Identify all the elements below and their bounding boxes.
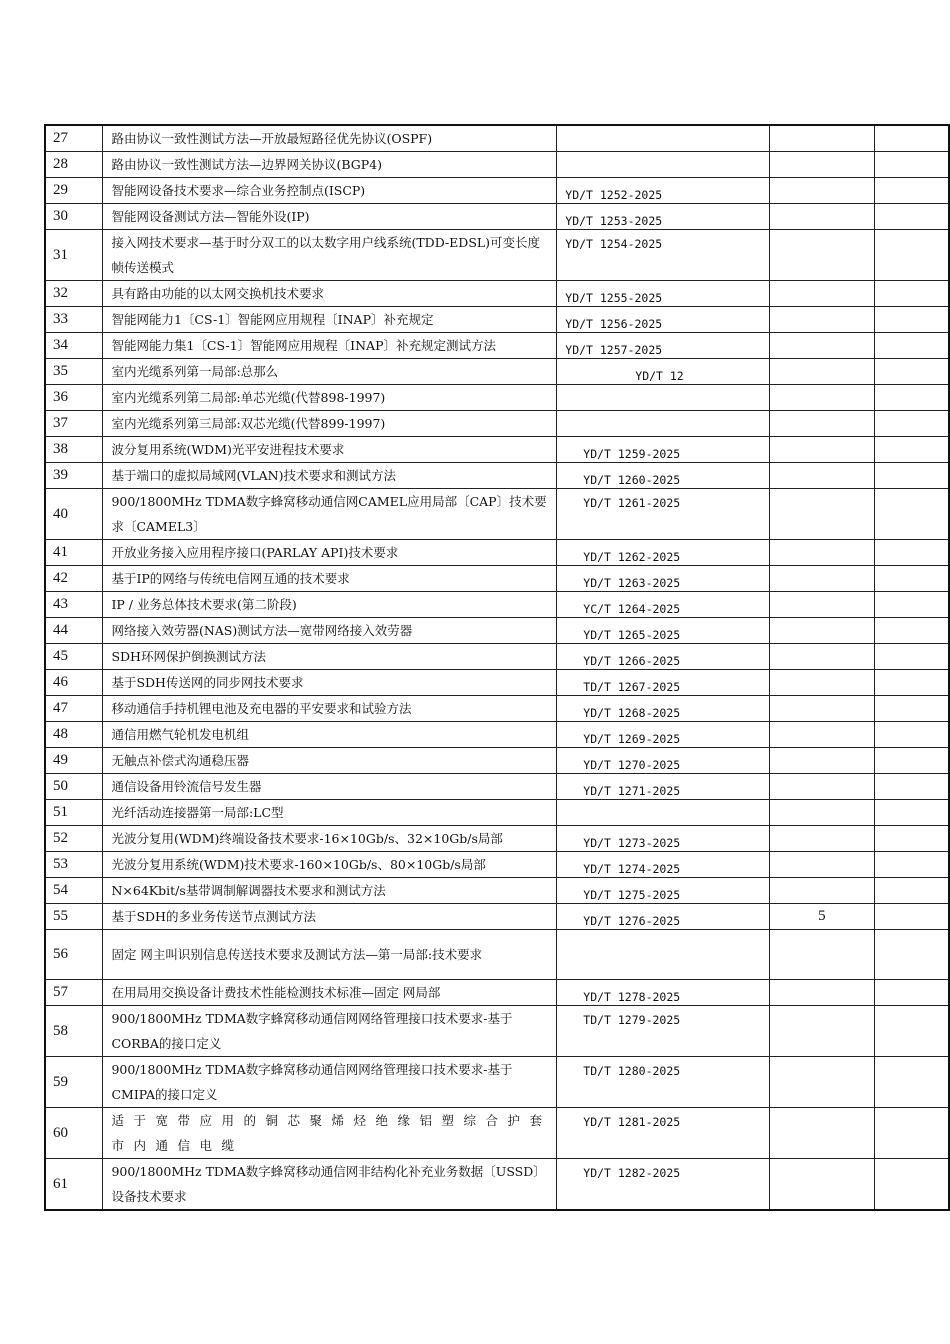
standard-name: SDH环网保护倒换测试方法 [103, 644, 557, 670]
table-row [45, 592, 949, 618]
extra-cell [769, 852, 874, 878]
table-row [45, 230, 949, 281]
standard-name: 室内光缆系列第三局部:双芯光缆(代替899-1997) [103, 411, 557, 437]
row-number: 60 [45, 1108, 103, 1159]
empty-cell [875, 230, 949, 281]
extra-cell [769, 307, 874, 333]
standard-name: 具有路由功能的以太网交换机技术要求 [103, 281, 557, 307]
empty-cell [875, 592, 949, 618]
extra-cell [769, 385, 874, 411]
empty-cell [875, 670, 949, 696]
empty-cell [875, 618, 949, 644]
extra-cell [769, 125, 874, 152]
row-number: 49 [45, 748, 103, 774]
empty-cell [875, 152, 949, 178]
empty-cell [875, 826, 949, 852]
row-number: 52 [45, 826, 103, 852]
row-number: 27 [45, 125, 103, 152]
standard-code: YD/T 1281-2025 [557, 1108, 769, 1159]
standard-name: 固定 网主叫识别信息传送技术要求及测试方法—第一局部:技术要求 [103, 930, 557, 980]
table-row [45, 618, 949, 644]
standard-code: YD/T 1255-2025 [557, 281, 769, 307]
table-row [45, 904, 949, 930]
standard-name: 波分复用系统(WDM)光平安进程技术要求 [103, 437, 557, 463]
extra-cell [769, 618, 874, 644]
table-row [45, 930, 949, 980]
standard-code: TD/T 1280-2025 [557, 1057, 769, 1108]
extra-cell [769, 878, 874, 904]
standard-name: 通信设备用铃流信号发生器 [103, 774, 557, 800]
standard-code: YD/T 1262-2025 [557, 540, 769, 566]
row-number: 59 [45, 1057, 103, 1108]
row-number: 47 [45, 696, 103, 722]
standard-code: YD/T 1260-2025 [557, 463, 769, 489]
extra-cell [769, 359, 874, 385]
empty-cell [875, 852, 949, 878]
empty-cell [875, 878, 949, 904]
standard-name: 无触点补偿式沟通稳压器 [103, 748, 557, 774]
table-row [45, 152, 949, 178]
standard-name: 光波分复用系统(WDM)技术要求-160×10Gb/s、80×10Gb/s局部 [103, 852, 557, 878]
empty-cell [875, 1108, 949, 1159]
row-number: 50 [45, 774, 103, 800]
table-row [45, 540, 949, 566]
standard-name: 智能网能力集1〔CS-1〕智能网应用规程〔INAP〕补充规定测试方法 [103, 333, 557, 359]
empty-cell [875, 904, 949, 930]
standard-code [557, 125, 769, 152]
extra-cell [769, 204, 874, 230]
standard-code [557, 411, 769, 437]
standard-code: YD/T 1273-2025 [557, 826, 769, 852]
standard-name: IP / 业务总体技术要求(第二阶段) [103, 592, 557, 618]
table-row [45, 1057, 949, 1108]
empty-cell [875, 980, 949, 1006]
table-row [45, 696, 949, 722]
empty-cell [875, 437, 949, 463]
extra-cell: 5 [769, 904, 874, 930]
table-row [45, 748, 949, 774]
extra-cell [769, 980, 874, 1006]
standard-code: TD/T 1267-2025 [557, 670, 769, 696]
extra-cell [769, 826, 874, 852]
extra-cell [769, 540, 874, 566]
table-row [45, 463, 949, 489]
table-row [45, 385, 949, 411]
empty-cell [875, 307, 949, 333]
standard-name: 路由协议一致性测试方法—开放最短路径优先协议(OSPF) [103, 125, 557, 152]
empty-cell [875, 1159, 949, 1211]
extra-cell [769, 592, 874, 618]
row-number: 31 [45, 230, 103, 281]
standard-name: 室内光缆系列第一局部:总那么 [103, 359, 557, 385]
standard-name: 基于SDH传送网的同步网技术要求 [103, 670, 557, 696]
empty-cell [875, 644, 949, 670]
standards-table-body [45, 125, 949, 1210]
empty-cell [875, 748, 949, 774]
empty-cell [875, 489, 949, 540]
extra-cell [769, 696, 874, 722]
standard-code: YD/T 1254-2025 [557, 230, 769, 281]
row-number: 44 [45, 618, 103, 644]
standard-name: 900/1800MHz TDMA数字蜂窝移动通信网网络管理接口技术要求-基于CORBA的接口定义 [103, 1006, 557, 1057]
row-number: 35 [45, 359, 103, 385]
row-number: 42 [45, 566, 103, 592]
table-row [45, 670, 949, 696]
standard-code [557, 385, 769, 411]
row-number: 56 [45, 930, 103, 980]
extra-cell [769, 411, 874, 437]
row-number: 36 [45, 385, 103, 411]
standard-name: 900/1800MHz TDMA数字蜂窝移动通信网网络管理接口技术要求-基于CMIPA的接口定义 [103, 1057, 557, 1108]
empty-cell [875, 178, 949, 204]
empty-cell [875, 540, 949, 566]
row-number: 33 [45, 307, 103, 333]
extra-cell [769, 722, 874, 748]
extra-cell [769, 1159, 874, 1211]
standards-table [44, 124, 950, 1211]
standard-code: YD/T 1269-2025 [557, 722, 769, 748]
table-row [45, 800, 949, 826]
row-number: 38 [45, 437, 103, 463]
row-number: 45 [45, 644, 103, 670]
table-row [45, 359, 949, 385]
table-row [45, 1006, 949, 1057]
table-row [45, 852, 949, 878]
standard-name: N×64Kbit/s基带调制解调器技术要求和测试方法 [103, 878, 557, 904]
table-row [45, 878, 949, 904]
row-number: 54 [45, 878, 103, 904]
extra-cell [769, 670, 874, 696]
row-number: 57 [45, 980, 103, 1006]
extra-cell [769, 1108, 874, 1159]
table-row [45, 204, 949, 230]
extra-cell [769, 152, 874, 178]
standard-name: 接入网技术要求—基于时分双工的以太数字用户线系统(TDD-EDSL)可变长度帧传送模式 [103, 230, 557, 281]
standard-code: YC/T 1264-2025 [557, 592, 769, 618]
row-number: 40 [45, 489, 103, 540]
row-number: 29 [45, 178, 103, 204]
table-row [45, 125, 949, 152]
row-number: 55 [45, 904, 103, 930]
extra-cell [769, 774, 874, 800]
table-row [45, 437, 949, 463]
extra-cell [769, 489, 874, 540]
standard-name: 智能网能力1〔CS-1〕智能网应用规程〔INAP〕补充规定 [103, 307, 557, 333]
standard-code: YD/T 12 [557, 359, 769, 385]
empty-cell [875, 281, 949, 307]
table-row [45, 489, 949, 540]
extra-cell [769, 178, 874, 204]
standard-name: 光波分复用(WDM)终端设备技术要求-16×10Gb/s、32×10Gb/s局部 [103, 826, 557, 852]
table-row [45, 644, 949, 670]
table-row [45, 566, 949, 592]
table-row [45, 774, 949, 800]
empty-cell [875, 1057, 949, 1108]
empty-cell [875, 800, 949, 826]
table-row [45, 411, 949, 437]
standard-name: 基于IP的网络与传统电信网互通的技术要求 [103, 566, 557, 592]
standard-code [557, 152, 769, 178]
empty-cell [875, 125, 949, 152]
extra-cell [769, 437, 874, 463]
extra-cell [769, 1006, 874, 1057]
row-number: 28 [45, 152, 103, 178]
row-number: 37 [45, 411, 103, 437]
standard-code: YD/T 1275-2025 [557, 878, 769, 904]
standard-name: 室内光缆系列第二局部:单芯光缆(代替898-1997) [103, 385, 557, 411]
table-row [45, 980, 949, 1006]
extra-cell [769, 463, 874, 489]
table-row [45, 722, 949, 748]
standard-code: YD/T 1266-2025 [557, 644, 769, 670]
standard-name: 移动通信手持机锂电池及充电器的平安要求和试验方法 [103, 696, 557, 722]
row-number: 51 [45, 800, 103, 826]
table-row [45, 826, 949, 852]
standard-name: 900/1800MHz TDMA数字蜂窝移动通信网非结构化补充业务数据〔USSD〕设备技术要求 [103, 1159, 557, 1211]
row-number: 61 [45, 1159, 103, 1211]
standard-code: YD/T 1259-2025 [557, 437, 769, 463]
standard-name: 通信用燃气轮机发电机组 [103, 722, 557, 748]
empty-cell [875, 696, 949, 722]
standard-name: 智能网设备技术要求—综合业务控制点(ISCP) [103, 178, 557, 204]
row-number: 43 [45, 592, 103, 618]
row-number: 53 [45, 852, 103, 878]
standard-code: YD/T 1256-2025 [557, 307, 769, 333]
standard-code [557, 930, 769, 980]
standard-name: 光纤活动连接器第一局部:LC型 [103, 800, 557, 826]
empty-cell [875, 359, 949, 385]
table-row [45, 1108, 949, 1159]
standard-code [557, 800, 769, 826]
extra-cell [769, 333, 874, 359]
standard-code: YD/T 1276-2025 [557, 904, 769, 930]
extra-cell [769, 566, 874, 592]
empty-cell [875, 930, 949, 980]
table-row [45, 1159, 949, 1211]
table-row [45, 178, 949, 204]
empty-cell [875, 1006, 949, 1057]
standard-code: TD/T 1279-2025 [557, 1006, 769, 1057]
standard-code: YD/T 1257-2025 [557, 333, 769, 359]
standard-code: YD/T 1252-2025 [557, 178, 769, 204]
empty-cell [875, 463, 949, 489]
standard-code: YD/T 1265-2025 [557, 618, 769, 644]
standard-name: 基于端口的虚拟局域网(VLAN)技术要求和测试方法 [103, 463, 557, 489]
empty-cell [875, 385, 949, 411]
standard-code: YD/T 1253-2025 [557, 204, 769, 230]
standard-code: YD/T 1270-2025 [557, 748, 769, 774]
extra-cell [769, 281, 874, 307]
row-number: 46 [45, 670, 103, 696]
standard-code: YD/T 1278-2025 [557, 980, 769, 1006]
extra-cell [769, 644, 874, 670]
empty-cell [875, 722, 949, 748]
row-number: 58 [45, 1006, 103, 1057]
extra-cell [769, 748, 874, 774]
standard-name: 路由协议一致性测试方法—边界网关协议(BGP4) [103, 152, 557, 178]
standard-code: YD/T 1261-2025 [557, 489, 769, 540]
row-number: 41 [45, 540, 103, 566]
empty-cell [875, 411, 949, 437]
standard-name: 智能网设备测试方法—智能外设(IP) [103, 204, 557, 230]
standard-code: YD/T 1263-2025 [557, 566, 769, 592]
table-row [45, 307, 949, 333]
row-number: 48 [45, 722, 103, 748]
extra-cell [769, 800, 874, 826]
table-row [45, 333, 949, 359]
standard-name: 900/1800MHz TDMA数字蜂窝移动通信网CAMEL应用局部〔CAP〕技术要求〔CAMEL3〕 [103, 489, 557, 540]
standard-code: YD/T 1271-2025 [557, 774, 769, 800]
standard-name: 网络接入效劳器(NAS)测试方法—宽带网络接入效劳器 [103, 618, 557, 644]
empty-cell [875, 774, 949, 800]
empty-cell [875, 204, 949, 230]
standard-name: 基于SDH的多业务传送节点测试方法 [103, 904, 557, 930]
extra-cell [769, 1057, 874, 1108]
standard-name: 开放业务接入应用程序接口(PARLAY API)技术要求 [103, 540, 557, 566]
row-number: 32 [45, 281, 103, 307]
row-number: 30 [45, 204, 103, 230]
extra-cell [769, 930, 874, 980]
table-row [45, 281, 949, 307]
row-number: 39 [45, 463, 103, 489]
standard-name: 在用局用交换设备计费技术性能检测技术标准—固定 网局部 [103, 980, 557, 1006]
extra-cell [769, 230, 874, 281]
row-number: 34 [45, 333, 103, 359]
standard-code: YD/T 1274-2025 [557, 852, 769, 878]
standard-name: 适于宽带应用的铜芯聚烯烃绝缘铝塑综合护套市内通信电缆 [103, 1108, 557, 1159]
empty-cell [875, 333, 949, 359]
standard-code: YD/T 1268-2025 [557, 696, 769, 722]
empty-cell [875, 566, 949, 592]
standard-code: YD/T 1282-2025 [557, 1159, 769, 1211]
